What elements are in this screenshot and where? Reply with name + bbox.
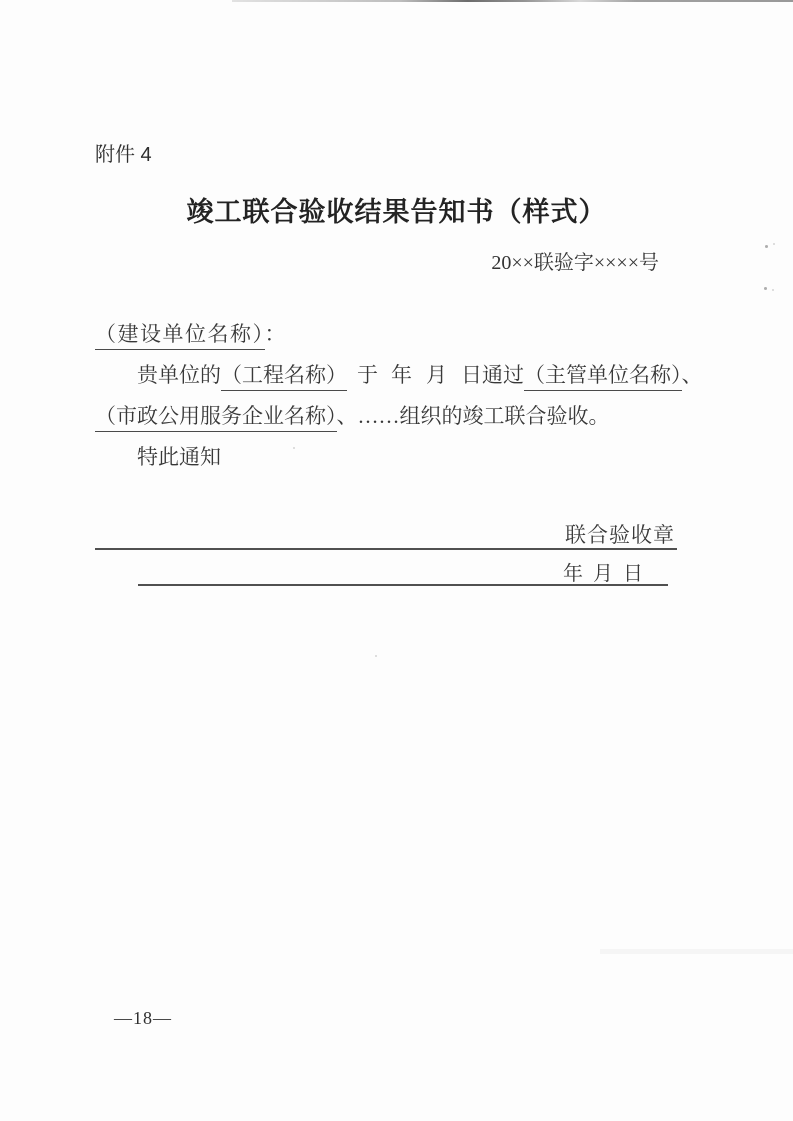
closing-notice: 特此通知 [137, 445, 221, 469]
utility-company-blank: （市政公用服务企业名称） [95, 404, 337, 432]
scan-speckle [375, 655, 377, 657]
paragraph-line-2 [95, 396, 713, 437]
text-segment-enum-comma: 、 [681, 363, 703, 387]
text-segment-conj: 于 [357, 363, 378, 387]
scan-speckle [764, 287, 767, 290]
attachment-label: 附件 4 [95, 144, 152, 166]
paragraph-line-1 [95, 355, 713, 396]
scan-speckle [293, 447, 295, 449]
salutation-colon: ： [264, 322, 287, 346]
page-number: —18— [114, 1008, 172, 1028]
text-segment-day-pass: 日通过 [461, 363, 524, 387]
document-body [95, 314, 713, 478]
salutation-line [95, 314, 713, 355]
supervisor-name-blank: （主管单位名称） [524, 363, 682, 391]
document-number: 20××联验字××××号 [491, 252, 659, 274]
text-segment-month: 月 [426, 363, 447, 387]
signature-line-date [138, 584, 668, 586]
project-name-blank: （工程名称） [221, 363, 347, 391]
construction-unit-blank: （建设单位名称） [95, 322, 265, 350]
text-segment-lead: 贵单位的 [137, 363, 221, 387]
document-title: 竣工联合验收结果告知书（样式） [186, 197, 607, 227]
text-segment-conclusion: 、……组织的竣工联合验收。 [336, 404, 610, 428]
scan-artifact-top-edge [232, 0, 793, 2]
scan-speckle [765, 245, 768, 248]
seal-label: 联合验收章 [565, 523, 675, 547]
scan-artifact-band [600, 949, 793, 954]
signature-date-label: 年 月 日 [563, 563, 643, 585]
scan-speckle [773, 243, 775, 245]
scan-speckle [772, 289, 774, 291]
signature-line-seal [95, 548, 677, 550]
text-segment-year: 年 [391, 363, 412, 387]
